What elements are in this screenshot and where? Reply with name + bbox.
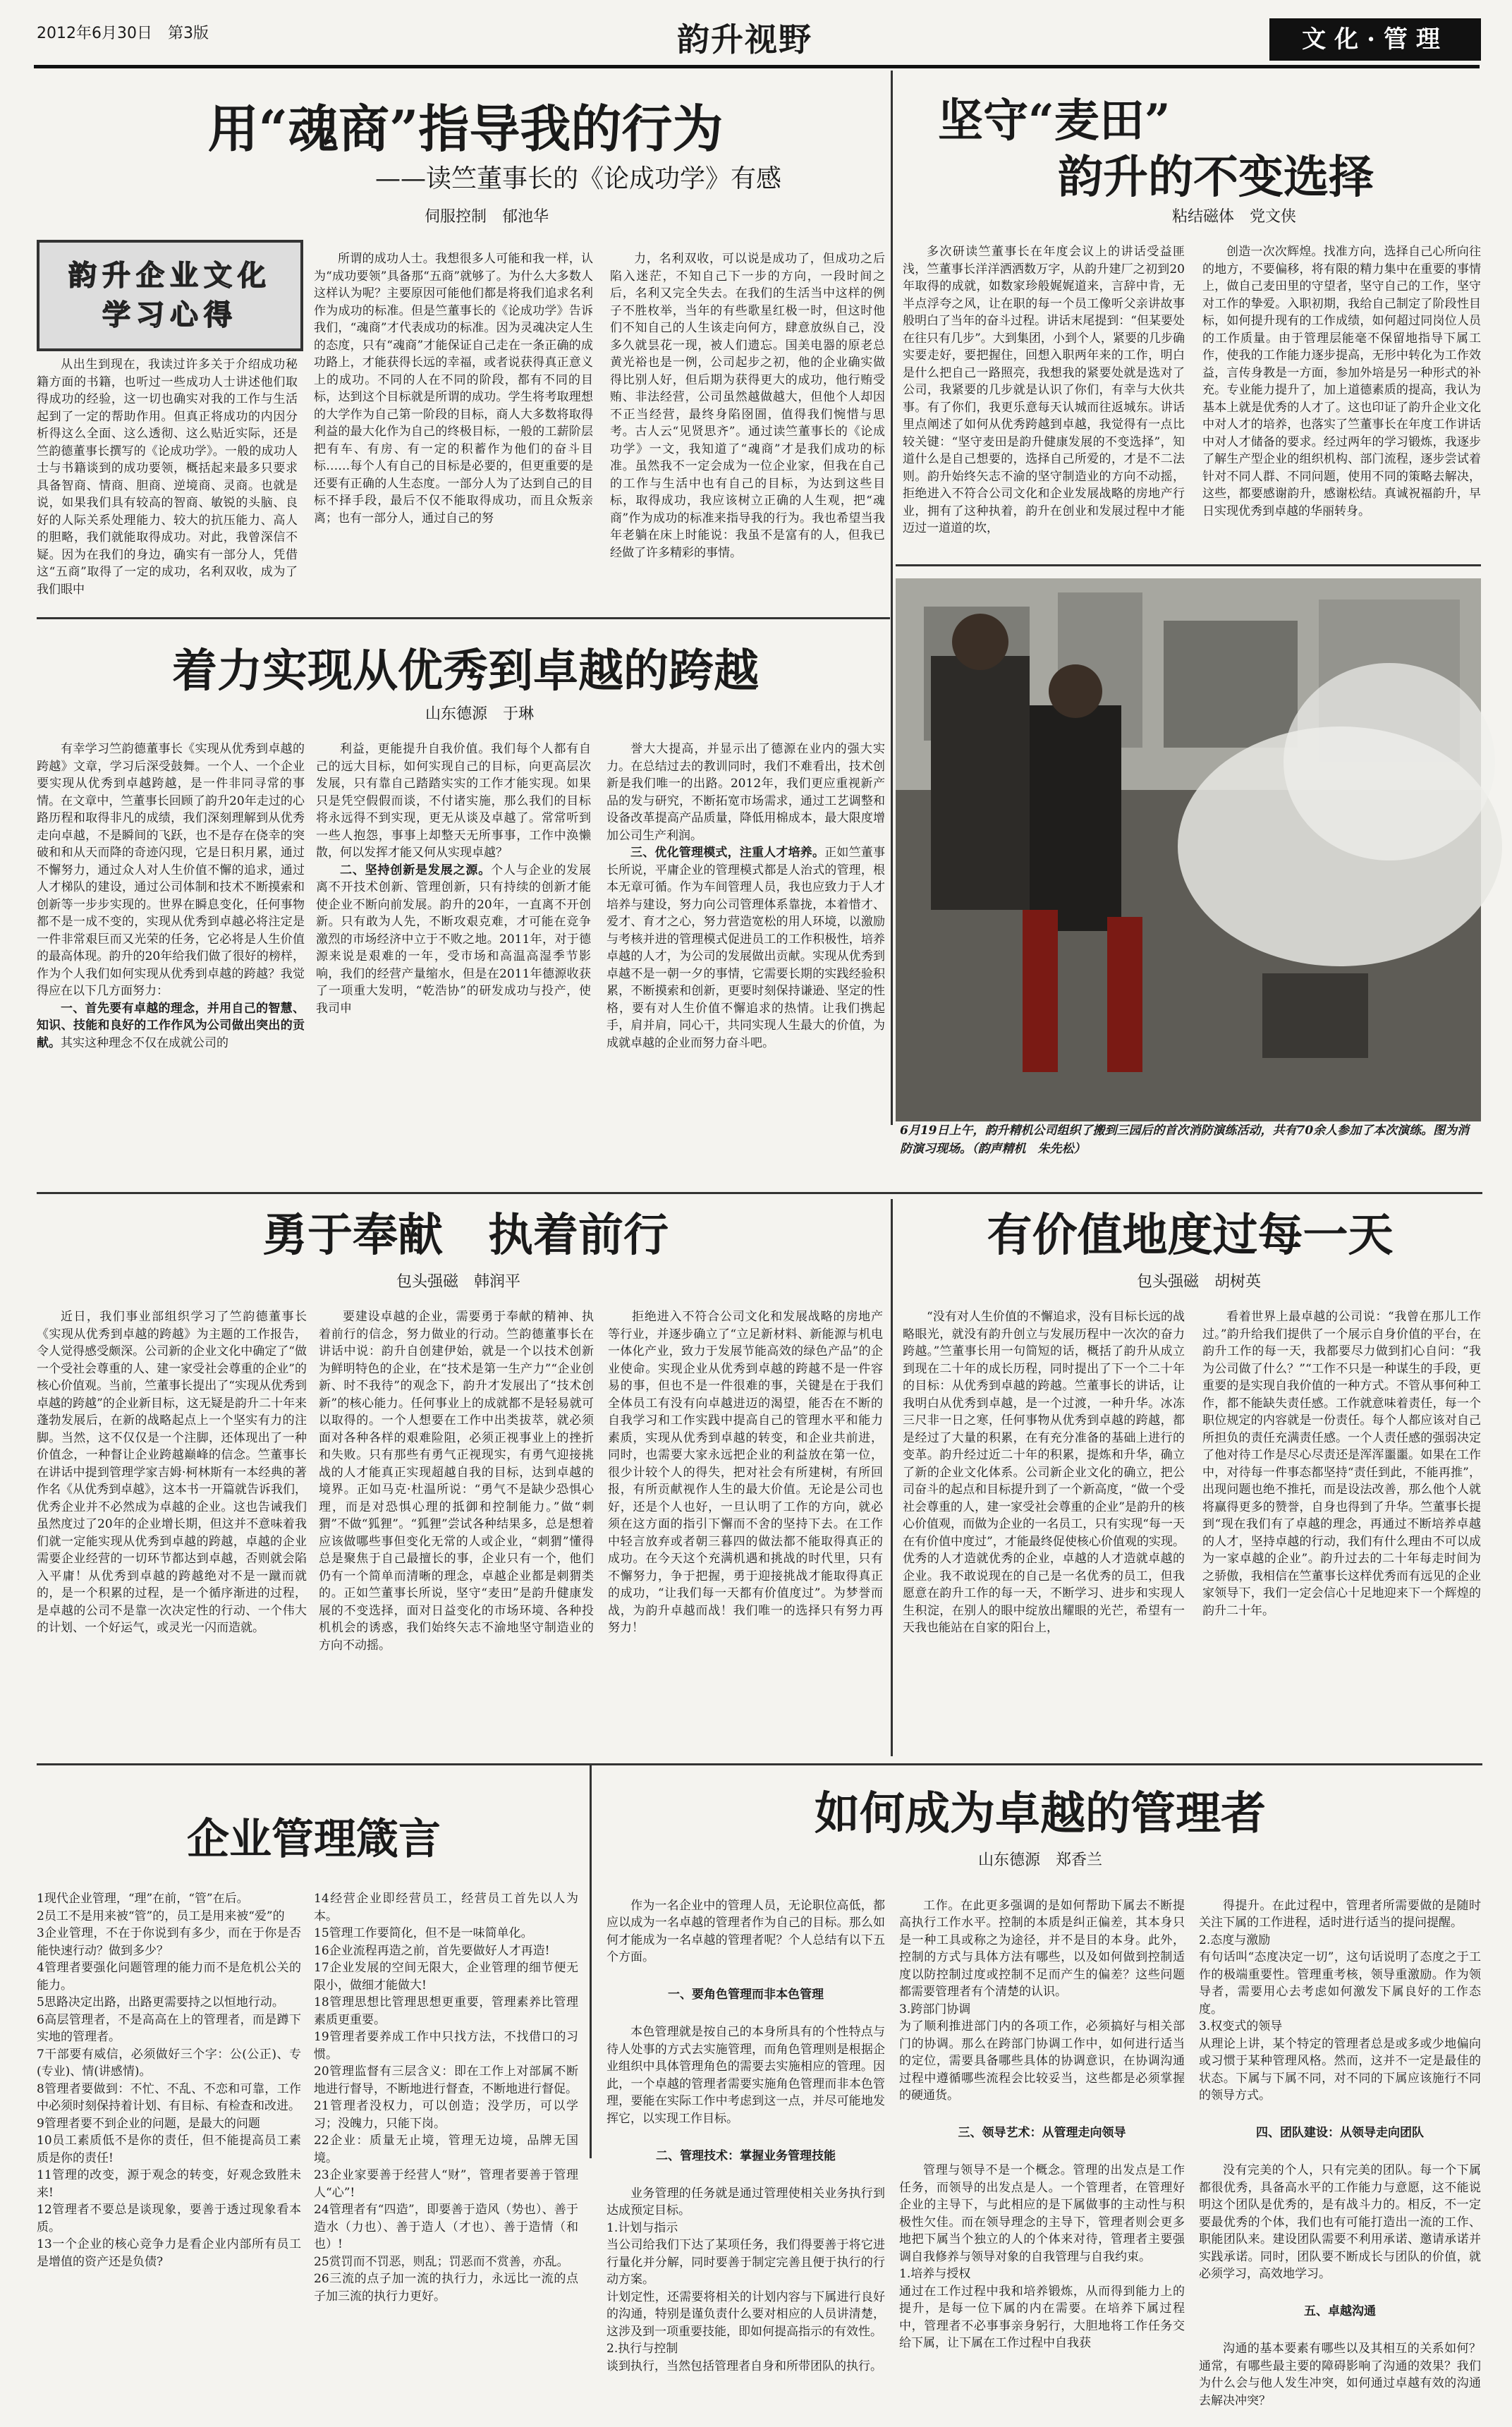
article5-col2: 看着世界上最卓越的公司说：“我曾在那儿工作过。”韵升给我们提供了一个展示自身价值的平台，在韵升工作的每一天，我都要尽力做到扪心自问：“我为公司做了什么？”“工作不只是一种谋生的手段，更重要的是实现自我价值的一种方式。不管从事何种工作，都不能缺失责任感。工作就意味着责任，每一个职位规定的内容就是一份责任。每个人都应该对自己所担负的责任充满责任感。一个人责任感的强弱决定了他对待工作是尽心尽责还是浑浑噩噩。如果在工作中，对待每一件事态都坚持“责任到此，不能再推”，出现问题也绝不推托，而是设法改善，那么他个人就将赢得更多的赞誉，自身也得到了升华。竺董事长提到“现在我们有了卓越的理念，再通过不断培养卓越的人才，坚持卓越的行动，我们有什么理由不可以成为一家卓越的企业”。韵升过去的二十年每走时间为之骄傲，我相信在竺董事长这样优秀而有远见的企业家领导下，我们一定会信心十足地迎来下一个辉煌的韵升二十年。 (1202, 1310, 1481, 1618)
article3-col2: 利益，更能提升自我价值。我们每个人都有自己的远大目标，如何实现自己的目标，向更高层次发展，只有靠自己踏踏实实的工作才能实现。如果只是凭空假假而谈，不付诸实施，那么我们的目标将永远得不到实现，更无从谈及卓越了。常常听到一些人抱怨，事事上却整天无所事事，工作中涣懒散，何以发挥才能又何从实现卓越？ 二、坚持创新是发展之源。个人与企业的发展离不开技术创新、管理创新，只有持续的创新才能使企业不断向前发展。韵升的20年，一直离不开创新。只有敢为人先，不断攻艰克难，才可能在竞争激烈的市场经济中立于不败之地。2011年，对于德源来说是艰难的一年，受市场和高温高湿季节影响，我们的经营产量缩水，但是在2011年德源收获了一项重大发明，“乾浩协”的研发成功与投产，使我司申 (316, 742, 592, 1016)
article7-col2: 工作。在此更多强调的是如何帮助下属去不断提高执行工作水平。控制的本质是纠正偏差，其本身只是一种工具或称之为途径，并不是目的本身。此外，控制的方式与具体方法有哪些，以及如何做到控制适度以防控制过度或控制不足而产生的偏差？这些问题都需要管理者有个清楚的认识。 3.跨部门协调 为了顺利推进部门内的各项工作，必须搞好与相关部门的协调。那么在跨部门协调工作中，如何进行适当的定位，需要具备哪些具体的协调意识，在协调沟通过程中遵循哪些流程会比较妥当，这些都是必须掌握的硬通货。 三、领导艺术：从管理走向领导 管理与领导不是一个概念。管理的出发点是工作任务，而领导的出发点是人。一个管理者，在管理好企业的主导下，与此相应的是下属做事的主动性与积极性欠佳。而在领导理念的主导下，管理者则会更多地把下属当个独立的人的个体来对待，管理者主要强调自我修养与领导对象的自我管理与自我约束。 1.培养与授权 通过在工作过程中我和培养锻炼，从而得到能力上的提升，是每一位下属的内在需要。在培养下属过程中，管理者不必事事亲身躬行，大胆地将工作任务交给下属，让下属在工作过程中自我获 (899, 1898, 1185, 2350)
section-rule (37, 1763, 1482, 1765)
column-divider (891, 1199, 893, 1756)
article5-title: 有价值地度过每一天 (987, 1209, 1394, 1262)
article1-col3: 力，名利双收，可以说是成功了，但成功之后陷入迷茫，不知自己下一步的方向，一段时间之后，名利又完全失去。在我们的生活当中这样的例子不胜枚举，当年的有些歌星红极一时，但这时他们不知自己的人生该走向何方，肆意放纵自己，没多久就昙花一现，被人们遗忘。国美电器的原老总黄光裕也是一例，公司起步之初，他的企业确实做得比别人好，但后期为获得更大的成功，他行贿受贿、非法经营，公司虽然越做越大，但他个人却因不正当经营，最终身陷囹圄，值得我们惋惜与思考。古人云“见贤思齐”。通过读竺董事长的《论成功学》一文，我知道了“魂商”才是我们成功的标准。虽然我不一定会成为一位企业家，但我在自己的工作与生活中也有自己的目标，为达到这些目标，取得成功，我应该树立正确的人生观，把“魂商”作为成功的标准来指导我的行为。我也希望当我年老躺在床上时能说：我虽不是富有的人，但我已经做了许多精彩的事情。 (610, 252, 885, 560)
logo-line2: 学习心得 (102, 298, 238, 331)
fire-drill-illustration (896, 578, 1481, 1121)
column-divider (590, 1763, 592, 2158)
logo-line1: 韵升企业文化 (68, 259, 272, 292)
article4-col1: 近日，我们事业部组织学习了竺韵德董事长《实现从优秀到卓越的跨越》为主题的工作报告，令人觉得感受颇深。公司新的企业文化中确定了“做一个受社会尊重的人、建一家受社会尊重的企业”的核心价值观。当前，竺董事长提出了“实现从优秀到卓越的跨越”的企业新目标，这无疑是韵升二十年来蓬勃发展后，在新的战略起点上一个坚实有力的注脚。当然，这不仅仅是一个注脚，还体现出了一种价值念，一种督让企业跨越巅峰的信念。竺董事长在讲话中提到管理学家吉姆·柯林斯有一本经典的著作名《从优秀到卓越》，这本书一开篇就告诉我们，优秀企业并不必然成为卓越的企业。这也告诫我们虽然度过了20年的企业增长期，但这并不意味着我们就一定能实现从优秀到卓越的跨越，卓越的企业需要企业经营的一切环节都达到卓越，否则就会陷入平庸！从优秀到卓越的跨越绝对不是一蹴而就的，是一个积累的过程，是一个循序渐进的过程，是卓越的公司不是靠一次决定性的行动、一个伟大的计划、一个好运气，或灵光一闪而造就。 (37, 1310, 307, 1635)
article5-col1: “没有对人生价值的不懈追求，没有目标长远的战略眼光，就没有韵升创立与发展历程中一次次的奋力跨越。”竺董事长用一句简短的话，概括了韵升从成立到现在二十年的成长历程，同时提出了下一个二十年的目标：从优秀到卓越的跨越。竺董事长的讲话，让我明白从优秀到卓越，是一个过渡，一种升华。冰冻三尺非一日之寒，任何事物从优秀到卓越的跨越，都是经过了大量的积累，在有充分准备的基础上进行的变革。韵升经过近二十年的积累，提炼和升华，确立了新的企业文化体系。公司新企业文化的确立，把公司奋斗的起点和目标提升到了一个新高度，“做一个受社会尊重的人，建一家受社会尊重的企业”是韵升的核心价值观，而做为企业的一名员工，只有实现“每一天在有价值中度过”，才能最终促使核心价值观的实现。优秀的人才造就优秀的企业，卓越的人才造就卓越的企业。我不敢说现在的自己是一名优秀的员工，但我愿意在韵升工作的每一天，不断学习、进步和实现人生积淀，在别人的眼中绽放出耀眼的光芒，希望有一天我也能站在自家的阳台上， (903, 1310, 1185, 1635)
article4-title: 勇于奉献 执着前行 (262, 1209, 669, 1262)
article7-heading4: 四、团队建设：从领导走向团队 (1256, 2126, 1424, 2140)
article6-col1: 1现代企业管理，“理”在前，“管”在后。 2员工不是用来被“管”的，员工是用来被“爱”的 3企业管理，不在于你说到有多少，而在于你是否能快速行动？做到多少？ 4管理者要强化问题管理的能力而不是危机公关的能力。 5思路决定出路，出路更需要持之以恒地行动。 6高层管理者，不是高高在上的管理者，而是蹲下实地的管理者。 7干部要有威信，必须做好三个字：公(公正)、专(专业)、情(讲感情)。 8管理者要做到：不忙、不乱、不恋和可靠，工作中必须时刻保持着计划、有目标、有检查和改进。 9管理者要不到企业的问题，是最大的问题 10员工素质低不是你的责任，但不能提高员工素质是你的责任! 11管理的改变，源于观念的转变，好观念致胜未来! 12管理者不要总是谈现象，要善于透过现象看本质。 13一个企业的核心竞争力是看企业内部所有员工是增值的资产还是负债? (37, 1892, 301, 2269)
section-rule (37, 617, 890, 619)
article1-byline: 伺服控制 郁池华 (424, 208, 549, 226)
photo-caption: 6月19日上午，韵升精机公司组织了搬到三园后的首次消防演练活动，共有70余人参加了本次演练。图为消防演习现场。（韵声精机 朱先松） (900, 1124, 1470, 1156)
article1-subtitle: ——读竺董事长的《论成功学》有感 (374, 164, 781, 193)
section-rule (37, 1192, 1482, 1194)
article2-byline: 粘结磁体 党文侠 (1171, 208, 1296, 226)
article2-title-line2: 韵升的不变选择 (1058, 151, 1374, 204)
article7-heading3: 三、领导艺术：从管理走向领导 (958, 2126, 1126, 2140)
article4-col3: 拒绝进入不符合公司文化和发展战略的房地产等行业，并逐步确立了“立足新材料、新能源与机电一体化产业，致力于发展节能高效的绿色产品”的企业使命。实现企业从优秀到卓越的跨越不是一件容易的事，但也不是一件很难的事，关键是在于我们全体员工有没有向卓越进迈的渴望，能否在不断的自我学习和工作实践中提高自己的管理水平和能力素质，实现从优秀到卓越的转变，和企业共前进，同时，也需要大家永远把企业的利益放在第一位，很少计较个人的得失，把对社会有所建树，有所回报，有所贡献视作人生的最大价值。无论是公司也好，还是个人也好，一旦认明了工作的方向，就必须在这方面的指引下懈而不舍的坚持下去。在工作中轻言放弃或者朝三暮四的做法都不能取得真正的成功。在今天这个充满机遇和挑战的时代里，只有不懈努力，争于把握，勇于迎接挑战才能取得真正的成功，“让我们每一天都有价值度过”。为梦誉而战，为韵升卓越而战！我们唯一的选择只有努力再努力！ (608, 1310, 883, 1635)
article7-title: 如何成为卓越的管理者 (815, 1787, 1266, 1840)
photo-credit: （韵声精机 朱先松） (972, 1142, 1086, 1156)
issue-date: 2012年6月30日 第3版 (37, 25, 209, 42)
article3-col3: 誉大大提高，并显示出了德源在业内的强大实力。在总结过去的教训同时，我们不难看出，技术创新是我们唯一的出路。2012年，我们更应重视新产品的发与研究，不断拓宽市场需求，通过工艺调整和设备改革提高产品质量，降低用棉成本，最大限度增加公司生产利润。 三、优化管理模式，注重人才培养。正如竺董事长所说，平庸企业的管理模式都是人治式的管理，根本无章可循。作为车间管理人员，我也应致力于人才培养与建设，努力向公司管理体系靠拢，本着惜才、爱才、育才之心，努力营造宽松的用人环境，以激励与考核并进的管理模式促进员工的工作积极性，培养卓越的人才，为公司的发展做出贡献。实现从优秀到卓越不是一朝一夕的事情，它需要长期的实践经验积累，不断摸索和创新，更要时刻保持谦逊、坚定的性格，要有对人生价值不懈追求的热情。让我们携起手，肩并肩，同心干，共同实现人生最大的价值，为成就卓越的企业而努力奋斗吧。 (606, 742, 886, 1050)
article2-col1: 多次研读竺董事长在年度会议上的讲话受益匪浅，竺董事长洋洋洒洒数万字，从韵升建厂之初到20年取得的成就，如数家珍般娓娓道来，言辞中肯，无半点浮夸之风，让在职的每一个员工像听父亲讲故事般明白了当年的奋斗过程。讲话末尾提到：“但某要处在往只有几步”。大到集团，小到个人，紧要的几步确实要走好，要把握住，回想入职两年来的工作，明白是什么把自己一路照亮，我想我的紧要处就是选对了公司，我紧要的几步就是认识了你们，有幸与大伙共事。有了你们，我更乐意每天认城而往返城东。讲话里点阐述了如何从优秀跨越到卓越，我觉得有一点比较关键：“坚守麦田是韵升健康发展的不变选择”，知道什么是自己想要的，选择自己所爱的，才是不二法则。韵升始终矢志不渝的坚守制造业的方向不动摇，拒绝进入不符合公司文化和企业发展战略的房地产行业，拥有了这种执着，韵升在创业和发展过程中才能迈过一道道的坎， (903, 245, 1185, 535)
article7-byline: 山东德源 郑香兰 (977, 1851, 1102, 1869)
fire-drill-photo (896, 578, 1481, 1121)
article3-point1: 一、首先要有卓越的理念，并用自己的智慧、知识、技能和良好的工作作风为公司做出突出的贡献。 (37, 1001, 305, 1050)
article7-col3: 得提升。在此过程中，管理者所需要做的是随时关注下属的工作进程，适时进行适当的提问提醒。 2.态度与激励 有句话叫“态度决定一切”，这句话说明了态度之于工作的极端重要性。管理重考核，领导重激励。作为领导者，需要用心去考虑如何激发下属良好的工作态度。 3.权变式的领导 从理论上讲，某个特定的管理者总是或多或少地偏向或习惯于某种管理风格。然而，这并不一定是最佳的状态。下属与下属不同，对不同的下属应该施行不同的领导方式。 四、团队建设：从领导走向团队 没有完美的个人，只有完美的团队。每一个下属都很优秀，具备高水平的工作能力与意愿，这不能说明这个团队是优秀的，是有战斗力的。相反，不一定要最优秀的个体，我们也有可能打造出一流的工作、职能团队来。建设团队需要不利用承诺、邀请承诺并实践承诺。同时，团队要不断成长与团队的价值，就必须学习，高效地学习。 五、卓越沟通 沟通的基本要素有哪些以及其相互的关系如何？通常，有哪些最主要的障碍影响了沟通的效果？我们为什么会与他人发生冲突，如何通过卓越有效的沟通去解决冲突？ (1199, 1898, 1481, 2408)
section-rule (896, 564, 1481, 566)
header-rule (34, 65, 1480, 68)
article2-col2: 创造一次次辉煌。找准方向，选择自己心所向往的地方，不要偏移，将有限的精力集中在重要的事情上，做自己麦田里的守望者，坚守自己的工作，坚守对工作的挚爱。入职初期，我给自己制定了阶段性目标，如何提升现有的工作成绩，如何超过同岗位人员的工作质量。由于管理层能毫不保留地指导下属工作，使我的工作能力逐步提高，无形中转化为工作效益，言传身教是一方面，参加外培是另一种形式的补充。专业能力提升了，加上道德素质的提高，我认为基本上就是优秀的人才了。这也印证了韵升企业文化中对人才的培养，也落实了竺董事长在年度工作讲话中对人才储备的要求。经过两年的学习锻炼，我逐步了解生产型企业的组织机构、部门流程，逐步尝试着针对不同人群、不同问题，使用不同的策略去解决，这些，都要感谢韵升，感谢松结。真诚祝福韵升，早日实现优秀到卓越的华丽转身。 (1202, 245, 1481, 518)
article4-col2: 要建设卓越的企业，需要勇于奉献的精神、执着前行的信念，努力做业的行动。竺韵德董事长在讲话中说：韵升自创建伊始，就是一个以技术创新为鲜明特色的企业，在“技术是第一生产力”“企业创新、时不我待”的观念下，韵升才发展出了“技术创新”的核心能力。任何事业上的成就都不是轻易就可以取得的。一个人想要在工作中出类拔萃，就必须面对各种各样的艰难险阻，必须正视事业上的挫折和失败。只有那些有勇气正视现实，有勇气迎接挑战的人才能真正实现超越自我的目标，达到卓越的境界。正如马克·杜温所说：“勇气不是缺少恐惧心理，而是对恐惧心理的抵御和控制能力。”做“刺猬”不做“狐狸”。“狐狸”尝试各种结果多，总是想着应该做哪些事但变化无常的人或企业，“刺猬”懂得总是聚焦于自己最擅长的事，企业只有一个，他们仍有一个简单而清晰的理念，卓越企业都是刺猬类的。正如竺董事长所说，坚守“麦田”是韵升健康发展的不变选择，面对日益变化的市场环境、各种投机机会的诱惑，我们始终矢志不渝地坚守制造业的方向不动摇。 (319, 1310, 594, 1653)
article3-point2: 二、坚持创新是发展之源。 (340, 863, 492, 877)
article5-byline: 包头强磁 胡树英 (1136, 1273, 1261, 1291)
article3-byline: 山东德源 于琳 (425, 705, 534, 723)
paper-name: 韵升视野 (677, 20, 812, 59)
article7-col1: 作为一名企业中的管理人员，无论职位高低，都应以成为一名卓越的管理者作为自己的目标。那么如何才能成为一名卓越的管理者呢？个人总结有以下五个方面。 一、要角色管理而非本色管理 本色管理就是按自己的本身所具有的个性特点与待人处事的方式去实施管理，而角色管理则是根据企业组织中具体管理角色的需要去实施相应的管理。因此，一个卓越的管理者需要实施角色管理而非本色管理，要能在实际工作中考虑到这一点，并尽可能地发挥它，以实现工作目标。 二、管理技术：掌握业务管理技能 业务管理的任务就是通过管理使相关业务执行到达成预定目标。 1.计划与指示 当公司给我们下达了某项任务，我们得要善于将它进行量化并分解，同时要善于制定完善且便于执行的行动方案。 计划定性，还需要将相关的计划内容与下属进行良好的沟通，特别是谨负责什么要对相应的人员讲清楚，这涉及到一项重要技能，即如何提高指示的有效性。 2.执行与控制 谈到执行，当然包括管理者自身和所带团队的执行。 (606, 1898, 885, 2373)
article7-heading5: 五、卓越沟通 (1304, 2304, 1376, 2318)
article2-title-line1: 坚守“麦田” (938, 95, 1171, 147)
article4-byline: 包头强磁 韩润平 (396, 1273, 520, 1291)
article7-heading2: 二、管理技术：掌握业务管理技能 (656, 2148, 836, 2163)
article1-col2: 所谓的成功人士。我想很多人可能和我一样，认为“成功要领”具备那“五商”就够了。为什么大多数人这样认为呢？主要原因可能他们都是将我们追求名利作为成功的标准。但是竺董事长的《论成功学》告诉我们，“魂商”才代表成功的标准。因为灵魂决定人生的态度，只有“魂商”才能保证自己走在一条正确的成功路上，才能获得长远的幸福，或者说获得真正意义上的成功。不同的人在不同的阶段，都有不同的目标，达到这个目标就是所谓的成功。学生将考取理想的大学作为自己第一阶段的目标，商人大多数将取得利益的最大化作为自己的终极目标，一般的工薪阶层把有车、有房、有一定的积蓄作为他们的奋斗目标……每个人有自己的目标是必要的，但更重要的是还要有正确的人生态度。一部分人为了达到自己的目标不择手段，最后不仅不能取得成功，而且众叛亲离；也有一部分人，通过自己的努 (314, 252, 593, 525)
culture-logo (37, 240, 303, 351)
article7-heading1: 一、要角色管理而非本色管理 (668, 1988, 824, 2002)
article1-title: 用“魂商”指导我的行为 (207, 99, 724, 159)
article3-col1: 有幸学习竺韵德董事长《实现从优秀到卓越的跨越》文章，学习后深受鼓舞。一个人、一个企业要实现从优秀到卓越跨越，是一件非同寻常的事情。在文章中，竺董事长回顾了韵升20年走过的心路历程和取得非凡的成绩，我们深刻理解到从优秀走向卓越，不是瞬间的飞跃，也不是存在侥幸的突破和和从天而降的奇迹闪现，它是日积月累，通过不懈努力，通过众人对人生价值不懈的追求，通过人才梯队的建设，通过公司体制和技术不断摸索和创新等一步步实现的。世界在瞬息变化，任何事物都不是一成不变的，实现从优秀到卓越必将注定是一件非常艰巨而又光荣的任务，它必将是人生价值的最高体现。韵升的20年给我们做了很好的榜样，作为个人我们如何实现从优秀到卓越的跨越？我觉得应在以下几方面努力： 一、首先要有卓越的理念，并用自己的智慧、知识、技能和良好的工作作风为公司做出突出的贡献。其实这种理念不仅在成就公司的 (37, 742, 305, 1050)
section-tag: 文化·管理 (1269, 18, 1481, 61)
article6-col2: 14经营企业即经营员工，经营员工首先以人为本。 15管理工作要简化，但不是一味简单化。 16企业流程再造之前，首先要做好人才再造! 17企业发展的空间无限大，企业管理的细节便无限小，做细才能做大! 18管理思想比管理思想更重要，管理素养比管理素质更重要。 19管理者要养成工作中只找方法，不找借口的习惯。 20管理监督有三层含义：即在工作上对部属不断地进行督导，不断地进行督查，不断地进行督促。 21管理者没权力，可以创造；没学历，可以学习；没魄力，只能下岗。 22企业：质量无止境，管理无边境，品牌无国境。 23企业家要善于经营人“财”，管理者要善于管理人“心”! 24管理者有“四造”，即要善于造风（势也）、善于造水（力也）、善于造人（才也）、善于造情（和也）! 25赏罚而不罚恶，则乱；罚恶而不赏善，亦乱。 26三流的点子加一流的执行力，永远比一流的点子加三流的执行力更好。 (314, 1892, 578, 2304)
article3-point3: 三、优化管理模式，注重人才培养。 (630, 846, 825, 860)
article6-title: 企业管理箴言 (187, 1815, 441, 1864)
article1-col1: 从出生到现在，我读过许多关于介绍成功秘籍方面的书籍，也听过一些成功人士讲述他们取得成功的经验，这一切也确实对我的工作与生活起到了一定的帮助作用。但真正将成功的内因分析得这么全面、这么透彻、这么贴近实际，还是竺韵德董事长撰写的《论成功学》。一般的成功人士与书籍谈到的成功要领，概括起来最多只要求具备智商、情商、胆商、逆境商、灵商。也就是说，如果我们具有较高的智商、敏锐的头脑、良好的人际关系处理能力、较大的抗压能力、高人的胆略，我们就能取得成功。对此，我曾深信不疑。因为在我们的身边，确实有一部分人，凭借这“五商”取得了一定的成功，名利双收，成为了我们眼中 (37, 358, 298, 597)
column-divider (891, 71, 893, 1125)
article3-title: 着力实现从优秀到卓越的跨越 (172, 645, 759, 698)
